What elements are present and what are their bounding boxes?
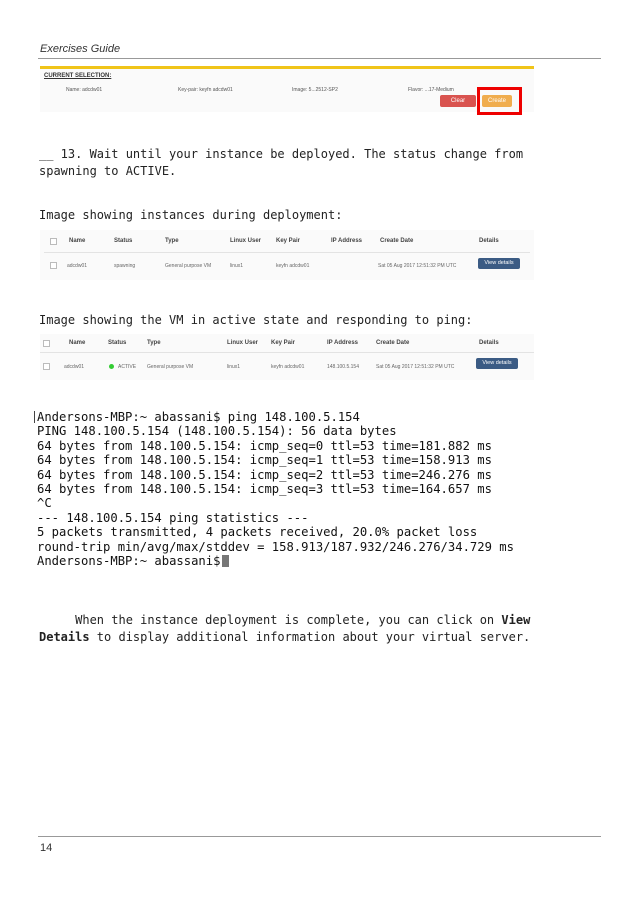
cell-linux-user: linux1 xyxy=(227,364,241,370)
select-all-checkbox[interactable] xyxy=(43,340,50,347)
para-text-2: to display additional information about your virtual server. xyxy=(89,630,531,644)
terminal-line: 64 bytes from 148.100.5.154: icmp_seq=1 ttl=53 time=158.913 ms xyxy=(37,453,492,468)
row-divider xyxy=(44,252,530,253)
cell-type: General purpose VM xyxy=(165,263,212,269)
col-linux-user: Linux User xyxy=(227,340,259,346)
cell-ip-address: 148.100.5.154 xyxy=(327,364,359,370)
col-create-date: Create Date xyxy=(376,340,410,346)
col-status: Status xyxy=(108,340,127,346)
para-text-1: When the instance deployment is complete, you can click on xyxy=(39,613,502,627)
cell-create-date: Sat 05 Aug 2017 12:51:32 PM UTC xyxy=(376,364,455,370)
current-selection-panel xyxy=(40,66,534,112)
terminal-cursor[interactable] xyxy=(222,555,229,567)
col-status: Status xyxy=(114,238,133,244)
cell-name: adcdw01 xyxy=(67,263,88,269)
create-button[interactable]: Create xyxy=(482,95,512,107)
terminal-line: ^C xyxy=(37,496,52,511)
col-create-date: Create Date xyxy=(380,238,414,244)
row-checkbox[interactable] xyxy=(43,363,50,370)
view-details-button[interactable]: View details xyxy=(478,258,520,269)
terminal-line: 64 bytes from 148.100.5.154: icmp_seq=3 ttl=53 time=164.657 ms xyxy=(37,481,492,496)
view-details-paragraph xyxy=(39,612,579,646)
page-number: 14 xyxy=(40,842,53,854)
instances-table-deploying xyxy=(40,230,534,280)
col-ip-address: IP Address xyxy=(331,238,363,244)
status-active-dot xyxy=(109,364,114,369)
instances-table-active xyxy=(40,334,534,380)
row-checkbox[interactable] xyxy=(50,262,57,269)
caption-deployment: Image showing instances during deployment: xyxy=(39,208,343,222)
col-type: Type xyxy=(147,340,161,346)
terminal-prompt: Andersons-MBP:~ abassani$ xyxy=(37,553,221,568)
terminal-line: PING 148.100.5.154 (148.100.5.154): 56 data bytes xyxy=(37,424,397,439)
terminal-line: 64 bytes from 148.100.5.154: icmp_seq=2 ttl=53 time=246.276 ms xyxy=(37,467,492,482)
cell-key-pair: keyfn adcdw01 xyxy=(271,364,305,370)
terminal-line: --- 148.100.5.154 ping statistics --- xyxy=(37,510,309,525)
create-highlight-box xyxy=(477,87,522,115)
cell-status: ACTIVE xyxy=(118,364,137,370)
col-type: Type xyxy=(165,238,179,244)
selection-name: Name: adcdw01 xyxy=(66,87,103,93)
terminal-line: round-trip min/avg/max/stddev = 158.913/187.932/246.276/34.729 ms xyxy=(37,539,514,554)
selection-flavor: Flavor: ...17-Medium xyxy=(408,87,454,93)
terminal-output xyxy=(37,410,557,568)
header-divider xyxy=(38,58,601,59)
cell-create-date: Sat 05 Aug 2017 12:51:32 PM UTC xyxy=(378,263,457,269)
col-key-pair: Key Pair xyxy=(276,238,301,244)
terminal-line: 64 bytes from 148.100.5.154: icmp_seq=0 ttl=53 time=181.882 ms xyxy=(37,438,492,453)
row-divider xyxy=(40,352,534,353)
col-details: Details xyxy=(479,340,499,346)
terminal-line: Andersons-MBP:~ abassani$ ping 148.100.5.154 xyxy=(37,410,360,424)
step-13-text: __ 13. Wait until your instance be deployed. The status change from spawning to ACTIVE. xyxy=(39,147,524,178)
terminal-prompt-line xyxy=(37,554,557,568)
col-linux-user: Linux User xyxy=(230,238,262,244)
clear-button[interactable]: Clear xyxy=(440,95,476,107)
header-title: Exercises Guide xyxy=(40,43,121,55)
col-ip-address: IP Address xyxy=(327,340,359,346)
col-key-pair: Key Pair xyxy=(271,340,296,346)
terminal-line: 5 packets transmitted, 4 packets received, 20.0% packet loss xyxy=(37,525,478,540)
cell-key-pair: keyfn adcdw01 xyxy=(276,263,310,269)
col-name: Name xyxy=(69,340,86,346)
cell-linux-user: linux1 xyxy=(230,263,244,269)
cell-type: General purpose VM xyxy=(147,364,194,370)
view-details-button[interactable]: View details xyxy=(476,358,518,369)
selection-keypair: Key-pair: keyfn adcdw01 xyxy=(178,87,233,93)
selection-title: CURRENT SELECTION: xyxy=(44,73,112,79)
select-all-checkbox[interactable] xyxy=(50,238,57,245)
footer-divider xyxy=(38,836,601,837)
cell-name: adcdw01 xyxy=(64,364,85,370)
caption-active: Image showing the VM in active state and responding to ping: xyxy=(39,313,473,327)
cell-status: spawning xyxy=(114,263,136,269)
col-name: Name xyxy=(69,238,86,244)
col-details: Details xyxy=(479,238,499,244)
selection-image: Image: 5...2512-SP2 xyxy=(292,87,338,93)
para-bold-view-details: View Details xyxy=(39,613,538,644)
